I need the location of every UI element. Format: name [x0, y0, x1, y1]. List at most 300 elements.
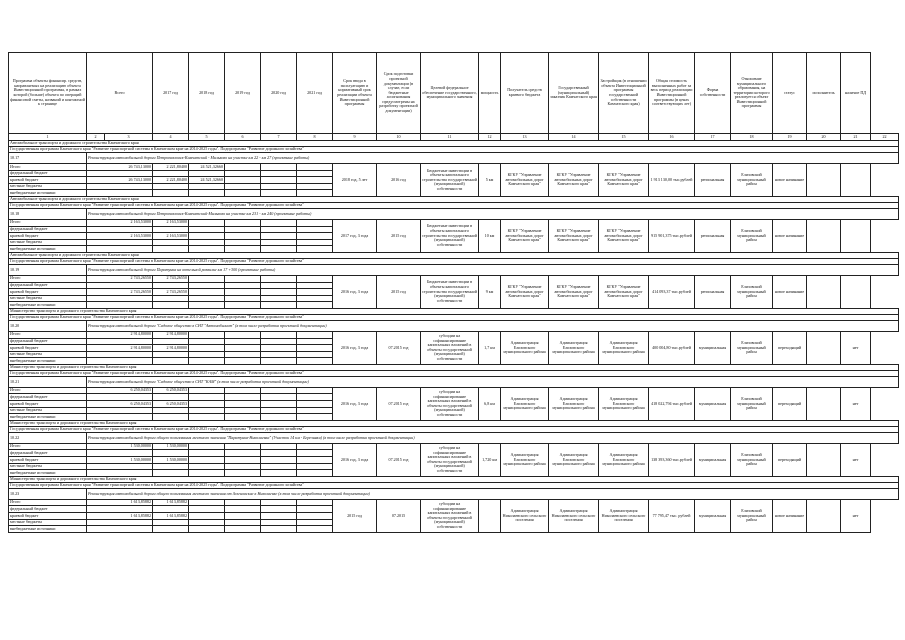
municipality: Елизовский муниципальный район	[731, 275, 773, 308]
year-2018-value	[189, 331, 225, 338]
year-2017-value	[153, 282, 189, 289]
column-number: 12	[479, 134, 501, 141]
year-2018-value	[189, 470, 225, 477]
column-number: 13	[501, 134, 549, 141]
object-title: Реконструкция автомобильной дороги Петропавловск-Камчатский-Мильково на участке км 231 - км 240 (проектные работы)	[87, 208, 899, 219]
ownership-form: региональная	[695, 275, 731, 308]
year-2017-value	[153, 338, 189, 345]
object-row	[9, 432, 899, 443]
object-code: 10.17	[9, 153, 87, 164]
year-2019-value	[225, 443, 261, 450]
program-title: Государственная программа Камчатского края "Развитие транспортной системы в Камчатском крае на 2014-2025 годы". Подпрограмма "Развитие дорожного хозяйства"	[9, 482, 899, 488]
funding-purpose: Бюджетные инвестиции в объекты капитального строительства государственной (муниципальной) собственности	[421, 275, 479, 308]
municipality: Елизовский муниципальный район	[731, 387, 773, 420]
year-2017-value	[153, 470, 189, 477]
program-title: Государственная программа Камчатского края "Развитие транспортной системы в Камчатском крае на 2014-2025 годы". Подпрограмма "Развитие дорожного хозяйства"	[9, 202, 899, 208]
year-2018-value	[189, 450, 225, 457]
year-2018-value	[189, 414, 225, 421]
year-2020-value	[261, 407, 297, 414]
capacity: 1,7 км	[479, 331, 501, 364]
total-value	[87, 519, 153, 526]
year-2021-value	[297, 414, 333, 421]
column-number: 2	[87, 134, 105, 141]
object-code: 10.22	[9, 432, 87, 443]
capacity: 6,8 км	[479, 387, 501, 420]
developer: Администрация Елизовского муниципального района	[599, 387, 649, 420]
year-2019-value	[225, 275, 261, 282]
year-2018-value	[189, 513, 225, 520]
year-2020-value	[261, 387, 297, 394]
year-2021-value	[297, 331, 333, 338]
ownership-form: муниципальная	[695, 443, 731, 476]
financing-row	[9, 275, 899, 282]
year-2021-value	[297, 401, 333, 408]
total-value	[87, 190, 153, 197]
year-2019-value	[225, 170, 261, 177]
year-2020-value	[261, 338, 297, 345]
investment-program-table	[8, 52, 899, 533]
column-number: 6	[225, 134, 261, 141]
ownership-form: муниципальная	[695, 331, 731, 364]
object-row	[9, 488, 899, 499]
year-2020-value	[261, 275, 297, 282]
state-customer: Администрация Елизовского муниципального района	[549, 387, 599, 420]
financing-label: федеральный бюджет	[9, 394, 87, 401]
year-2021-value	[297, 246, 333, 253]
year-2017-value: 1 613,85882	[153, 513, 189, 520]
design-term: 2015 год	[377, 275, 421, 308]
financing-label: внебюджетные источники	[9, 190, 87, 197]
year-2018-value	[189, 351, 225, 358]
year-2020-value	[261, 177, 297, 184]
column-number: 16	[649, 134, 695, 141]
year-2018-value	[189, 519, 225, 526]
year-2018-value	[189, 394, 225, 401]
year-2017-value: 2 743,26550	[153, 275, 189, 282]
total-value	[87, 226, 153, 233]
year-2021-value	[297, 443, 333, 450]
year-2017-value	[153, 351, 189, 358]
total-value: 1 530,00000	[87, 443, 153, 450]
year-2021-value	[297, 463, 333, 470]
year-2020-value	[261, 239, 297, 246]
year-2018-value	[189, 457, 225, 464]
header-cell: исполнитель	[807, 53, 841, 134]
year-2019-value	[225, 358, 261, 365]
year-2020-value	[261, 345, 297, 352]
funding-purpose: субсидии на софинансирование капитальных вложений в объекты государственной (муниципальной) собственности	[421, 443, 479, 476]
financing-label: федеральный бюджет	[9, 338, 87, 345]
funds-recipient: Администрация Елизовского муниципального района	[501, 331, 549, 364]
year-2018-value	[189, 302, 225, 309]
year-2021-value	[297, 282, 333, 289]
year-2018-value	[189, 183, 225, 190]
column-number: 14	[549, 134, 599, 141]
year-2017-value	[153, 183, 189, 190]
header-cell: Целевой федеральное обеспечение государственного, муниципального значения	[421, 53, 479, 134]
header-cell: Общая стоимость выполненных работ за весь период реализации Инвестиционной программы (в ценах соответствующих лет)	[649, 53, 695, 134]
financing-label: местные бюджеты	[9, 183, 87, 190]
year-2018-value	[189, 345, 225, 352]
ownership-form: муниципальная	[695, 499, 731, 532]
year-2017-value: 2 163,53000	[153, 219, 189, 226]
funding-purpose: Бюджетные инвестиции в объекты капитального строительства государственной (муниципальной) собственности	[421, 164, 479, 197]
year-2020-value	[261, 401, 297, 408]
funds-recipient: Администрация Елизовского муниципального района	[501, 387, 549, 420]
year-2020-value	[261, 513, 297, 520]
year-2021-value	[297, 289, 333, 296]
total-value	[87, 506, 153, 513]
financing-label: федеральный бюджет	[9, 450, 87, 457]
developer: КГКУ "Управление автомобильных дорог Камчатского края"	[599, 275, 649, 308]
header-cell: 2019 год	[225, 53, 261, 134]
design-docs	[841, 164, 871, 197]
year-2017-value: 1 613,85882	[153, 499, 189, 506]
total-value	[87, 338, 153, 345]
year-2021-value	[297, 358, 333, 365]
financing-label: внебюджетные источники	[9, 358, 87, 365]
financing-label: Итого	[9, 499, 87, 506]
financing-label: Итого	[9, 387, 87, 394]
state-customer: КГКУ "Управление автомобильных дорог Камчатского края"	[549, 219, 599, 252]
year-2019-value	[225, 470, 261, 477]
developer: КГКУ "Управление автомобильных дорог Камчатского края"	[599, 164, 649, 197]
total-value: 2 914,80000	[87, 331, 153, 338]
year-2020-value	[261, 499, 297, 506]
year-2018-value	[189, 407, 225, 414]
year-2019-value	[225, 338, 261, 345]
year-2017-value	[153, 394, 189, 401]
year-2017-value: 1 530,00000	[153, 443, 189, 450]
document-page	[8, 52, 898, 533]
year-2018-value	[189, 246, 225, 253]
year-2020-value	[261, 331, 297, 338]
financing-row	[9, 499, 899, 506]
total-value	[87, 282, 153, 289]
year-2021-value	[297, 177, 333, 184]
financing-row	[9, 331, 899, 338]
column-number: 10	[377, 134, 421, 141]
year-2018-value	[189, 226, 225, 233]
municipality: Елизовский муниципальный район	[731, 219, 773, 252]
year-2021-value	[297, 190, 333, 197]
column-number: 5	[189, 134, 225, 141]
year-2018-value	[189, 170, 225, 177]
object-row	[9, 320, 899, 331]
year-2019-value	[225, 351, 261, 358]
year-2021-value	[297, 170, 333, 177]
design-term: 2015 год	[377, 219, 421, 252]
design-term: 07.2015	[377, 499, 421, 532]
executor	[807, 331, 841, 364]
object-title: Реконструкция автомобильной дороги Петропавловск-Камчатский - Мильково на участке км 22 - км 27 (проектные работы)	[87, 153, 899, 164]
header-cell: Получатель средств краевого бюджета	[501, 53, 549, 134]
state-customer: Администрация Николаевского сельского поселения	[549, 499, 599, 532]
year-2020-value	[261, 358, 297, 365]
commission-term: 2016 год, 3 года	[333, 275, 377, 308]
header-cell: Застройщик (в отношении объекта Инвестиционной программы государственной собственности Камчатского края)	[599, 53, 649, 134]
section-title: Министерство транспорта и дорожного строительства Камчатского края	[9, 476, 899, 482]
year-2021-value	[297, 219, 333, 226]
object-title: Реконструкция автомобильной дороги Паратунка на котельной развилке км 17 +300 (проектные работы)	[87, 264, 899, 275]
financing-label: федеральный бюджет	[9, 170, 87, 177]
header-cell: 2017 год	[153, 53, 189, 134]
header-cell: 2020 год	[261, 53, 297, 134]
section-title: Министерство транспорта и дорожного строительства Камчатского края	[9, 364, 899, 370]
year-2017-value: 2 743,26550	[153, 289, 189, 296]
year-2017-value	[153, 526, 189, 533]
total-value: 2 743,26550	[87, 275, 153, 282]
year-2020-value	[261, 302, 297, 309]
design-term: 2016 год	[377, 164, 421, 197]
financing-row	[9, 443, 899, 450]
year-2021-value	[297, 183, 333, 190]
design-docs	[841, 219, 871, 252]
column-number: 1	[9, 134, 87, 141]
header-cell: 2018 год	[189, 53, 225, 134]
financing-label: местные бюджеты	[9, 519, 87, 526]
year-2019-value	[225, 295, 261, 302]
header-cell: Срок подготовки проектной документации (в случае, если бюджетные ассигнования предусмотрены на разработку проектной документации)	[377, 53, 421, 134]
year-2019-value	[225, 233, 261, 240]
year-2021-value	[297, 457, 333, 464]
object-row	[9, 208, 899, 219]
year-2017-value	[153, 407, 189, 414]
design-docs: нет	[841, 331, 871, 364]
year-2019-value	[225, 463, 261, 470]
year-2019-value	[225, 526, 261, 533]
object-code: 10.23	[9, 488, 87, 499]
financing-label: Итого	[9, 275, 87, 282]
year-2017-value: 6 250,04353	[153, 401, 189, 408]
year-2018-value	[189, 282, 225, 289]
financing-label: Итого	[9, 331, 87, 338]
financing-label: краевой бюджет	[9, 177, 87, 184]
financing-label: Итого	[9, 164, 87, 171]
total-value	[87, 351, 153, 358]
total-value	[87, 246, 153, 253]
year-2021-value	[297, 351, 333, 358]
total-value: 1 613,85882	[87, 513, 153, 520]
funding-purpose: Бюджетные инвестиции в объекты капитального строительства государственной (муниципальной) собственности	[421, 219, 479, 252]
section-title: Автомобильное транспорта и дорожного строительства Камчатского края	[9, 252, 899, 258]
design-docs: нет	[841, 499, 871, 532]
year-2021-value	[297, 519, 333, 526]
total-value: 26 743,13000	[87, 164, 153, 171]
year-2017-value	[153, 302, 189, 309]
design-term: 07.2015 год	[377, 387, 421, 420]
year-2019-value	[225, 239, 261, 246]
year-2021-value	[297, 387, 333, 394]
financing-label: местные бюджеты	[9, 407, 87, 414]
year-2021-value	[297, 407, 333, 414]
status: переходящий	[773, 443, 807, 476]
year-2020-value	[261, 226, 297, 233]
header-cell: наличие ПД	[841, 53, 871, 134]
developer: Администрация Елизовского муниципального района	[599, 443, 649, 476]
year-2019-value	[225, 190, 261, 197]
object-code: 10.18	[9, 208, 87, 219]
funds-recipient: Администрация Елизовского муниципального района	[501, 443, 549, 476]
total-value	[87, 302, 153, 309]
object-code: 10.19	[9, 264, 87, 275]
total-cost: 418 022,794 тыс.рублей	[649, 387, 695, 420]
program-title: Государственная программа Камчатского края "Развитие транспортной системы в Камчатском крае на 2014-2025 годы". Подпрограмма "Развитие дорожного хозяйства"	[9, 314, 899, 320]
year-2020-value	[261, 443, 297, 450]
column-number: 3	[105, 134, 153, 141]
column-number: 11	[421, 134, 479, 141]
year-2019-value	[225, 289, 261, 296]
executor	[807, 164, 841, 197]
capacity: 10 км	[479, 219, 501, 252]
year-2018-value	[189, 499, 225, 506]
year-2021-value	[297, 226, 333, 233]
program-title: Государственная программа Камчатского края "Развитие транспортной системы в Камчатском крае на 2014-2025 годы". Подпрограмма "Развитие дорожного хозяйства"	[9, 370, 899, 376]
funds-recipient: КГКУ "Управление автомобильных дорог Камчатского края"	[501, 275, 549, 308]
header-cell: Всего	[87, 53, 153, 134]
total-cost: 1 913 130,00 тыс.рублей	[649, 164, 695, 197]
financing-row	[9, 164, 899, 171]
year-2020-value	[261, 457, 297, 464]
year-2017-value	[153, 295, 189, 302]
year-2018-value	[189, 401, 225, 408]
ownership-form: муниципальная	[695, 387, 731, 420]
total-value: 2 743,26550	[87, 289, 153, 296]
object-code: 10.20	[9, 320, 87, 331]
financing-label: Итого	[9, 443, 87, 450]
ownership-form: региональная	[695, 164, 731, 197]
year-2017-value: 2 163,53000	[153, 233, 189, 240]
year-2019-value	[225, 183, 261, 190]
header-cell: мощность	[479, 53, 501, 134]
year-2018-value	[189, 463, 225, 470]
executor	[807, 443, 841, 476]
year-2018-value	[189, 387, 225, 394]
column-number: 9	[333, 134, 377, 141]
year-2019-value	[225, 246, 261, 253]
municipality: Елизовский муниципальный район	[731, 443, 773, 476]
financing-label: внебюджетные источники	[9, 526, 87, 533]
year-2020-value	[261, 463, 297, 470]
year-2018-value	[189, 239, 225, 246]
header-cell: Срок ввода в эксплуатацию и нормативный срок реализации объекта Инвестиционной программы	[333, 53, 377, 134]
year-2019-value	[225, 302, 261, 309]
year-2020-value	[261, 470, 297, 477]
design-term: 07.2015 год	[377, 443, 421, 476]
year-2018-value	[189, 275, 225, 282]
funding-purpose: субсидии на софинансирование капитальных вложений в объекты государственной (муниципальной) собственности	[421, 499, 479, 532]
column-number-row	[9, 134, 899, 141]
year-2019-value	[225, 513, 261, 520]
developer: Администрация Николаевского сельского поселения	[599, 499, 649, 532]
capacity: 5 км	[479, 164, 501, 197]
year-2021-value	[297, 499, 333, 506]
year-2018-value	[189, 443, 225, 450]
funds-recipient: КГКУ "Управление автомобильных дорог Камчатского края"	[501, 219, 549, 252]
total-value	[87, 463, 153, 470]
financing-label: федеральный бюджет	[9, 226, 87, 233]
header-row	[9, 53, 899, 134]
object-row	[9, 376, 899, 387]
year-2017-value: 2 914,80000	[153, 345, 189, 352]
total-value	[87, 394, 153, 401]
column-number: 7	[261, 134, 297, 141]
year-2017-value	[153, 358, 189, 365]
executor	[807, 275, 841, 308]
object-title: Реконструкция автомобильной дороги "Садовое общество в СНТ "Автомобилист" (в том числе разработка проектной документации)	[87, 320, 899, 331]
total-cost: 77 795,47 тыс. рублей	[649, 499, 695, 532]
year-2021-value	[297, 506, 333, 513]
design-docs: нет	[841, 443, 871, 476]
year-2018-value	[189, 526, 225, 533]
year-2021-value	[297, 164, 333, 171]
year-2020-value	[261, 170, 297, 177]
section-title: Автомобильное транспорта и дорожного строительства Камчатского края	[9, 141, 899, 147]
financing-label: внебюджетные источники	[9, 302, 87, 309]
status: переходящий	[773, 387, 807, 420]
status: новое начинание	[773, 164, 807, 197]
year-2017-value	[153, 506, 189, 513]
year-2019-value	[225, 457, 261, 464]
total-value	[87, 407, 153, 414]
year-2018-value	[189, 338, 225, 345]
year-2017-value	[153, 239, 189, 246]
year-2017-value	[153, 190, 189, 197]
year-2020-value	[261, 219, 297, 226]
developer: Администрация Елизовского муниципального района	[599, 331, 649, 364]
financing-label: краевой бюджет	[9, 513, 87, 520]
table-body	[9, 134, 899, 533]
design-docs	[841, 275, 871, 308]
year-2019-value	[225, 414, 261, 421]
year-2019-value	[225, 345, 261, 352]
header-cell: Государственный (муниципальный) заказчик Камчатского края	[549, 53, 599, 134]
year-2020-value	[261, 450, 297, 457]
financing-label: местные бюджеты	[9, 239, 87, 246]
year-2021-value	[297, 470, 333, 477]
total-cost: 138 393,360 тыс.рублей	[649, 443, 695, 476]
year-2017-value	[153, 246, 189, 253]
financing-label: местные бюджеты	[9, 295, 87, 302]
year-2020-value	[261, 282, 297, 289]
capacity: 9 км	[479, 275, 501, 308]
object-row	[9, 153, 899, 164]
year-2017-value: 6 250,04353	[153, 387, 189, 394]
executor	[807, 219, 841, 252]
year-2017-value	[153, 463, 189, 470]
total-value	[87, 183, 153, 190]
year-2021-value	[297, 233, 333, 240]
object-row	[9, 264, 899, 275]
column-number: 18	[731, 134, 773, 141]
total-value	[87, 450, 153, 457]
year-2018-value	[189, 506, 225, 513]
year-2018-value	[189, 289, 225, 296]
year-2019-value	[225, 177, 261, 184]
total-cost: 915 901,375 тыс.рублей	[649, 219, 695, 252]
total-value: 6 250,04353	[87, 401, 153, 408]
year-2021-value	[297, 275, 333, 282]
state-customer: Администрация Елизовского муниципального района	[549, 331, 599, 364]
state-customer: КГКУ "Управление автомобильных дорог Камчатского края"	[549, 164, 599, 197]
program-title: Государственная программа Камчатского края "Развитие транспортной системы в Камчатском крае на 2014-2025 годы". Подпрограмма "Развитие дорожного хозяйства"	[9, 258, 899, 264]
year-2017-value	[153, 226, 189, 233]
year-2020-value	[261, 414, 297, 421]
section-title: Автомобильное транспорта и дорожного строительства Камчатского края	[9, 196, 899, 202]
year-2021-value	[297, 526, 333, 533]
year-2019-value	[225, 519, 261, 526]
total-value: 26 743,13000	[87, 177, 153, 184]
